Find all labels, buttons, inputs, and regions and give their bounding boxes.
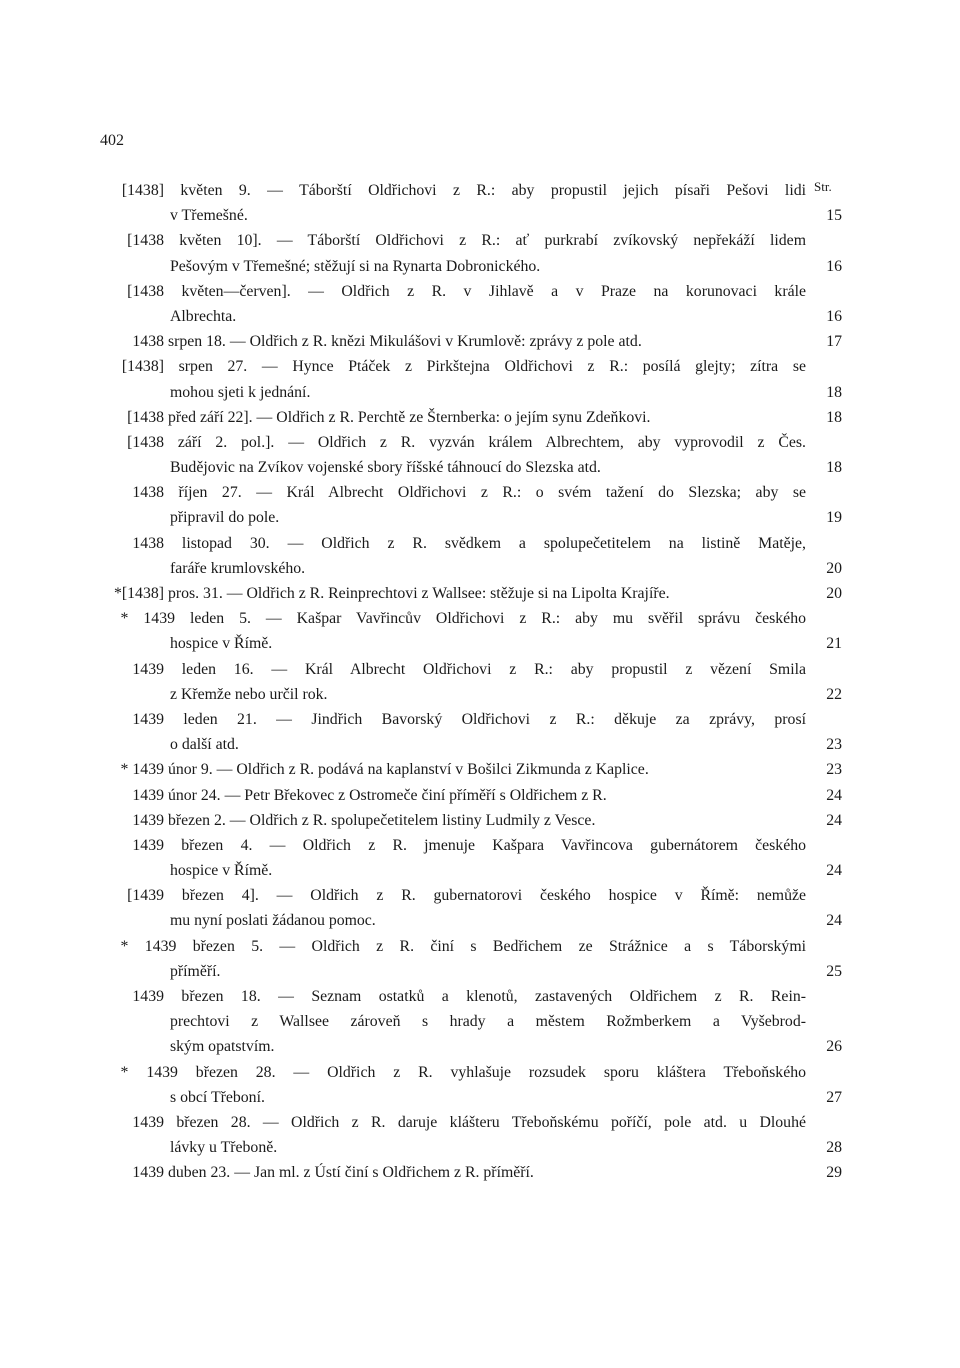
list-item — [92, 430, 852, 480]
entry-page-number: 25 — [826, 962, 842, 980]
entry-date: 1439 leden 21. — [132, 710, 257, 728]
regesta-list — [92, 178, 852, 1186]
entry-text: — Kašpar Vavřincův Oldřichovi z R.: aby mu svěřil správu českého — [265, 610, 806, 628]
entry-line — [92, 405, 852, 430]
entry-line — [92, 203, 852, 228]
entry-text: — Král Albrecht Oldřichovi z R.: aby propustil z vězení Smila — [271, 660, 806, 678]
entry-page-number: 24 — [826, 786, 842, 804]
entry-line — [92, 783, 852, 808]
list-item — [92, 984, 852, 1060]
entry-line — [92, 808, 852, 833]
entry-date: * 1439 březen 5. — [120, 937, 264, 955]
entry-text: — Jan ml. z Ústí činí s Oldřichem z R. příměří. — [234, 1164, 534, 1182]
entry-line — [92, 707, 852, 732]
page-column-label: Str. — [814, 179, 832, 194]
entry-text: Pešovým v Třemešné; stěžují si na Rynarta Dobronického. — [170, 257, 541, 275]
entry-text: — Oldřich z R. gubernatorovi českého hospice v Římě: nemůže — [276, 887, 806, 905]
entry-text: — Hynce Ptáček z Pirkštejna Oldřichovi z R.: posílá glejty; zítra se — [261, 358, 806, 376]
list-item — [92, 354, 852, 404]
entry-date: 1439 leden 16. — [132, 660, 254, 678]
entry-line — [92, 228, 852, 253]
list-item — [92, 228, 852, 278]
entry-line — [92, 1034, 852, 1059]
entry-date: *[1438] pros. 31. — [113, 585, 223, 602]
entry-text: ským opatstvím. — [170, 1038, 275, 1056]
entry-line — [92, 883, 852, 908]
entry-line — [92, 505, 852, 530]
page-number: 402 — [100, 132, 124, 149]
entry-page-number: 26 — [826, 1038, 842, 1056]
entry-text: prechtovi z Wallsee zároveň s hrady a městem Rožmberkem a Vyšebrod- — [170, 1013, 806, 1031]
entry-date: [1438 květen 10]. — [127, 232, 262, 250]
entry-page-number: 20 — [826, 585, 842, 602]
entry-text: mohou sjeti k jednání. — [170, 383, 311, 401]
entry-page-number: 23 — [826, 736, 842, 754]
entry-date: * 1439 březen 28. — [120, 1063, 276, 1081]
entry-line — [92, 757, 852, 782]
entry-line — [92, 1160, 852, 1185]
entry-date: * 1439 únor 9. — [120, 761, 213, 779]
entry-page-number: 27 — [826, 1088, 842, 1106]
list-item — [92, 606, 852, 656]
entry-text: hospice v Římě. — [170, 635, 273, 653]
entry-text: — Oldřich z R. vyzván králem Albrechtem, aby vyprovodil z Čes. — [288, 433, 806, 451]
entry-line — [92, 556, 852, 581]
list-item — [92, 707, 852, 757]
entry-text: připravil do pole. — [170, 509, 280, 527]
entry-line — [92, 606, 852, 631]
entry-page-number: 18 — [826, 459, 842, 477]
list-item — [92, 934, 852, 984]
list-item — [92, 783, 852, 808]
entry-date: 1438 srpen 18. — [132, 333, 226, 351]
entry-text: v Třemešné. — [170, 207, 248, 225]
entry-text: z Křemže nebo určil rok. — [170, 685, 328, 703]
entry-date: 1439 březen 18. — [132, 988, 261, 1005]
entry-text: — Oldřich z R. svědkem a spolupečetitelem na listině Matěje, — [287, 534, 806, 552]
entry-line — [92, 304, 852, 329]
entry-line — [92, 682, 852, 707]
entry-page-number: 17 — [826, 333, 842, 351]
list-item — [92, 581, 852, 606]
entry-line — [92, 279, 852, 304]
entry-line — [92, 1085, 852, 1110]
list-item — [92, 657, 852, 707]
entry-page-number: 24 — [826, 862, 842, 880]
entry-text: — Táborští Oldřichovi z R.: aby propustil jejich písaři Pešovi lidi — [267, 182, 806, 199]
entry-line — [92, 455, 852, 480]
entry-text: — Oldřich z R. spolupečetitelem listiny Ludmily z Vesce. — [229, 811, 596, 829]
entry-text: — Oldřich z R. Reinprechtovi z Wallsee: stěžuje si na Lipolta Krajíře. — [226, 585, 670, 602]
entry-date: [1438 září 2. pol.]. — [127, 433, 275, 451]
entry-line — [92, 581, 852, 606]
entry-line — [92, 908, 852, 933]
entry-text: s obcí Třeboní. — [170, 1088, 265, 1106]
entry-page-number: 29 — [826, 1164, 842, 1182]
entry-text: hospice v Římě. — [170, 862, 273, 880]
entry-page-number: 19 — [826, 509, 842, 527]
entry-line — [92, 380, 852, 405]
entry-text: mu nyní poslati žádanou pomoc. — [170, 912, 376, 930]
entry-text: — Oldřich z R. podává na kaplanství v Bošilci Zikmunda z Kaplice. — [216, 761, 649, 779]
list-item — [92, 808, 852, 833]
entry-page-number: 24 — [826, 912, 842, 930]
list-item — [92, 833, 852, 883]
entry-text: — Petr Břekovec z Ostromeče činí příměří s Oldřichem z R. — [224, 786, 607, 804]
entry-text: — Jindřich Bavorský Oldřichovi z R.: děkuje za zprávy, prosí — [276, 710, 806, 728]
list-item — [92, 1160, 852, 1185]
list-item — [92, 329, 852, 354]
entry-text: — Oldřich z R. daruje klášteru Třeboňskému poříčí, pole atd. u Dlouhé — [262, 1113, 806, 1131]
entry-page-number: 23 — [826, 761, 842, 779]
entry-line — [92, 934, 852, 959]
entry-text: Albrechta. — [170, 307, 237, 325]
list-item — [92, 279, 852, 329]
entry-page-number: 20 — [826, 559, 842, 577]
entry-date: 1439 březen 2. — [132, 811, 226, 829]
entry-page-number: 16 — [826, 307, 842, 325]
entry-page-number: 22 — [826, 685, 842, 703]
entry-line — [92, 329, 852, 354]
entry-line — [92, 1009, 852, 1034]
entry-text: — Seznam ostatků a klenotů, zastavených Oldřichem z R. Rein- — [278, 988, 806, 1005]
entry-date: 1439 březen 28. — [132, 1113, 251, 1131]
entry-line — [92, 1110, 852, 1135]
entry-line — [92, 984, 852, 1009]
entry-text: Budějovic na Zvíkov vojenské sbory říšské táhnoucí do Slezska atd. — [170, 459, 601, 477]
entry-page-number: 24 — [826, 811, 842, 829]
entry-text: lávky u Třeboně. — [170, 1139, 278, 1157]
entry-date: 1438 říjen 27. — [132, 484, 242, 502]
entry-page-number: 18 — [826, 383, 842, 401]
entry-line — [92, 430, 852, 455]
entry-date: 1439 březen 4. — [132, 836, 253, 854]
entry-line — [92, 657, 852, 682]
entry-text: — Oldřich z R. činí s Bedřichem ze Strážnice a s Táborskými — [279, 937, 806, 955]
entry-line — [92, 531, 852, 556]
entry-page-number: 15 — [826, 207, 842, 225]
entry-text: příměří. — [170, 962, 221, 980]
entry-line — [92, 354, 852, 379]
entry-date: 1439 únor 24. — [132, 786, 221, 804]
entry-date: [1438] květen 9. — [121, 182, 251, 199]
list-item — [92, 531, 852, 581]
list-item — [92, 1060, 852, 1110]
list-item — [92, 757, 852, 782]
entry-page-number: 16 — [826, 257, 842, 275]
entry-line — [92, 959, 852, 984]
entry-line — [92, 480, 852, 505]
entry-text: — Oldřich z R. Perchtě ze Šternberka: o jejím synu Zdeňkovi. — [256, 408, 651, 426]
entry-page-number: 28 — [826, 1139, 842, 1157]
entry-text: — Oldřich z R. v Jihlavě a v Praze na korunovaci krále — [308, 282, 806, 300]
entry-line — [92, 732, 852, 757]
list-item — [92, 178, 852, 228]
entry-line — [92, 254, 852, 279]
entry-date: [1439 březen 4]. — [127, 887, 259, 905]
entry-line — [92, 833, 852, 858]
entry-text: — Oldřich z R. vyhlašuje rozsudek sporu kláštera Třeboňského — [293, 1063, 806, 1081]
entry-text: — Táborští Oldřichovi z R.: ať purkrabí zvíkovský nepřekáží lidem — [276, 232, 806, 250]
entry-line — [92, 1060, 852, 1085]
list-item — [92, 480, 852, 530]
entry-page-number: 21 — [826, 635, 842, 653]
entry-text: — Oldřich z R. jmenuje Kašpara Vavřincova gubernátorem českého — [269, 836, 806, 854]
entry-date: [1438 květen—červen]. — [127, 282, 291, 300]
entry-line — [92, 858, 852, 883]
entry-date: * 1439 leden 5. — [120, 610, 251, 628]
entry-text: faráře krumlovského. — [170, 559, 306, 577]
entry-text: o další atd. — [170, 736, 239, 754]
entry-page-number: 18 — [826, 408, 842, 426]
entry-line — [92, 1135, 852, 1160]
list-item — [92, 405, 852, 430]
list-item — [92, 883, 852, 933]
entry-date: [1438 před září 22]. — [127, 408, 253, 426]
list-item — [92, 1110, 852, 1160]
entry-line — [92, 631, 852, 656]
entry-line — [92, 178, 852, 203]
entry-date: [1438] srpen 27. — [121, 358, 248, 376]
entry-date: 1439 duben 23. — [132, 1164, 231, 1182]
entry-text: — Král Albrecht Oldřichovi z R.: o svém tažení do Slezska; aby se — [256, 484, 806, 502]
entry-text: — Oldřich z R. knězi Mikulášovi v Krumlově: zprávy z pole atd. — [229, 333, 642, 351]
entry-date: 1438 listopad 30. — [132, 534, 270, 552]
